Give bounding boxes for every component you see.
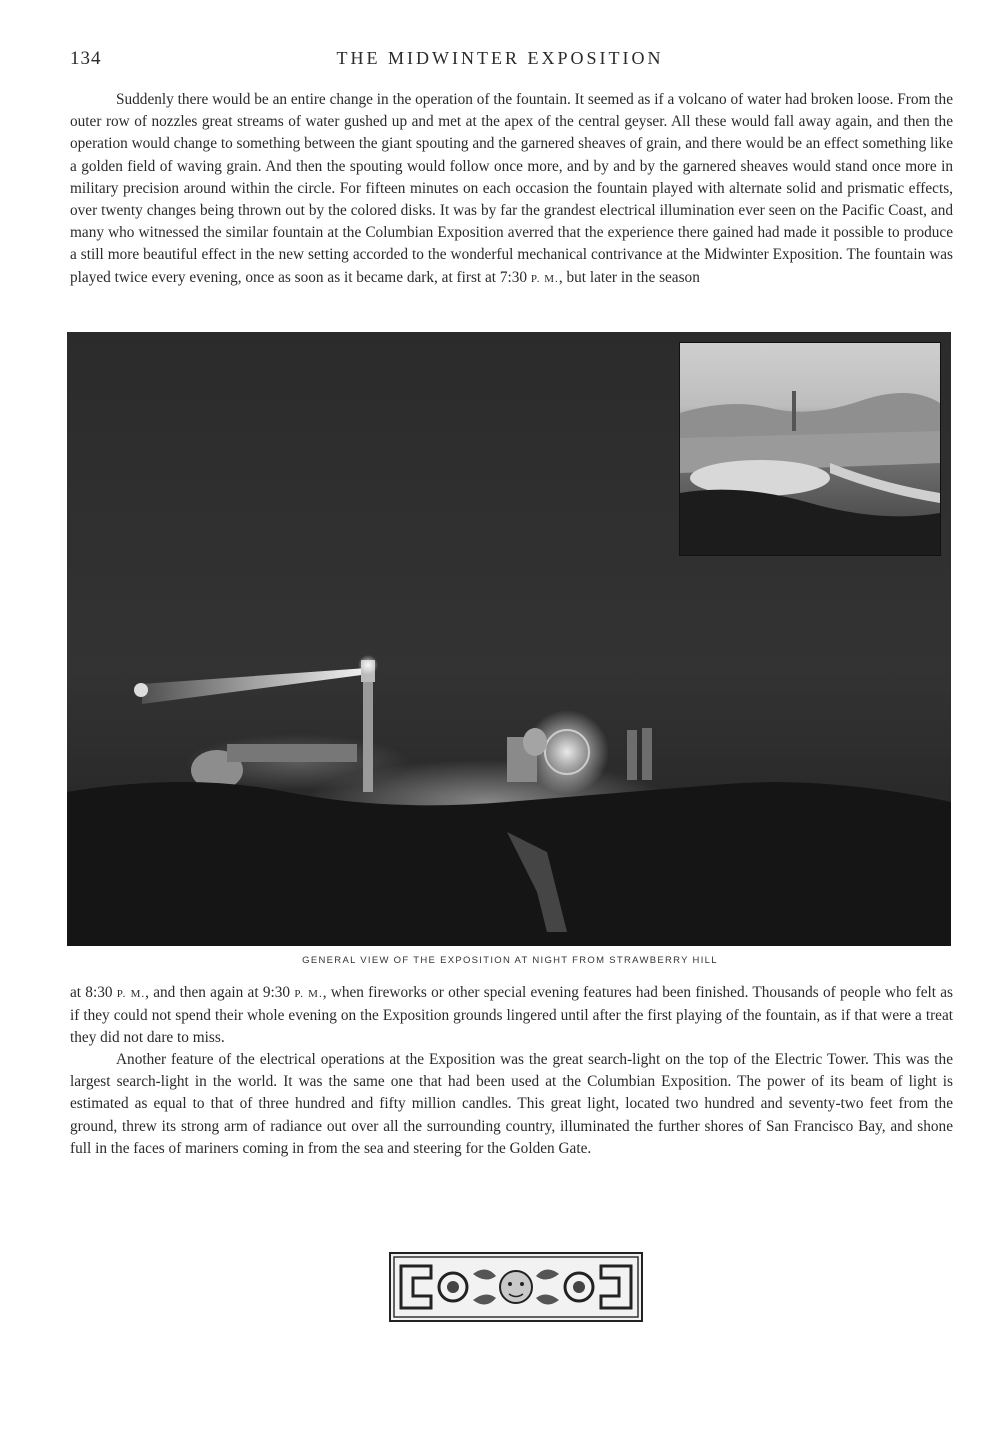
figure-caption: GENERAL VIEW OF THE EXPOSITION AT NIGHT FROM STRAWBERRY HILL xyxy=(302,955,718,966)
lake-channel xyxy=(830,463,940,503)
right-meander xyxy=(601,1266,631,1308)
inset-photograph xyxy=(679,342,941,556)
mask-face xyxy=(500,1271,532,1303)
inset-tower xyxy=(792,391,796,431)
paragraph-fountain-text: Suddenly there would be an entire change in the operation of the fountain. It seemed as if a volcano of water had broken loose. From the outer row of nozzles great streams of water gushed up and met at the apex of the central geyser. All these would fall away again, and then the operation would change to something between the giant spouting and the garnered sheaves of grain, and there would be an effect something like a golden field of waving grain. And then the spouting would follow once more, and by and by the garnered sheaves would stand once more in military precision around within the circle. For fifteen minutes on each occasion the fountain played with alternate solid and prismatic effects, over twenty changes being thrown out by the colored disks. It was by far the grandest electrical illumination ever seen on the Pacific Coast, and many who witnessed the similar fountain at the Columbian Exposition averred that the experience there gained had made it possible to produce a still more beautiful effect in the new setting accorded to the wonderful mechanical contrivance at the Midwinter Exposition. The fountain was played twice every evening, once as soon as it became dark, at first at 7:30 xyxy=(70,91,953,286)
inset-scene-drawing xyxy=(680,343,940,555)
playing-times-c: , when fireworks or other special evening features had been finished. Thousands of people who felt as if they could not spend their whole evening on the Exposition grounds lingered until after the first playing of the fountain, as if that were a treat they did not dare to miss. xyxy=(70,984,953,1047)
distant-hills xyxy=(680,393,940,438)
running-head: THE MIDWINTER EXPOSITION xyxy=(336,48,664,68)
paragraph-fountain-end: , but later in the season xyxy=(558,268,700,286)
searchlight-lamp xyxy=(358,655,378,675)
playing-times-a: at 8:30 xyxy=(70,984,117,1001)
chimney-left xyxy=(627,730,637,780)
left-meander xyxy=(401,1266,431,1308)
electric-tower xyxy=(363,682,373,792)
time-abbrev: P. M. xyxy=(294,988,323,1000)
page-number: 134 xyxy=(70,48,102,69)
searchlight-beam xyxy=(142,668,369,704)
time-abbrev: P. M. xyxy=(116,988,146,1000)
time-abbrev: P. M. xyxy=(530,272,559,285)
tailpiece-ornament xyxy=(389,1252,643,1322)
playing-times-b: , and then again at 9:30 xyxy=(145,984,295,1001)
manufactures-building xyxy=(227,744,357,762)
night-view-photograph xyxy=(67,332,951,946)
paragraph-fountain xyxy=(70,89,953,290)
chimney-right xyxy=(642,728,652,780)
foreground-hill xyxy=(67,782,951,946)
paragraph-playing-times xyxy=(70,982,953,1050)
left-foliage xyxy=(473,1269,496,1304)
administration-dome xyxy=(523,728,547,756)
paragraph-search-light: Another feature of the electrical operations at the Exposition was the great search-light on the top of the Electric Tower. This was the largest search-light in the world. It was the same one that had been used at the Columbian Exposition. The power of its beam of light is estimated as equal to that of three hundred and fifty million candles. This great light, located two hundred and seventy-two feet from the ground, threw its strong arm of radiance out over all the surrounding country, illuminated the further shores of San Francisco Bay, and shone full in the faces of mariners coming in from the sea and steering for the Golden Gate. xyxy=(70,1051,953,1157)
tree-foreground xyxy=(680,490,940,555)
beam-target-glow xyxy=(134,683,148,697)
right-foliage xyxy=(536,1269,559,1304)
ornament-drawing xyxy=(391,1254,641,1320)
